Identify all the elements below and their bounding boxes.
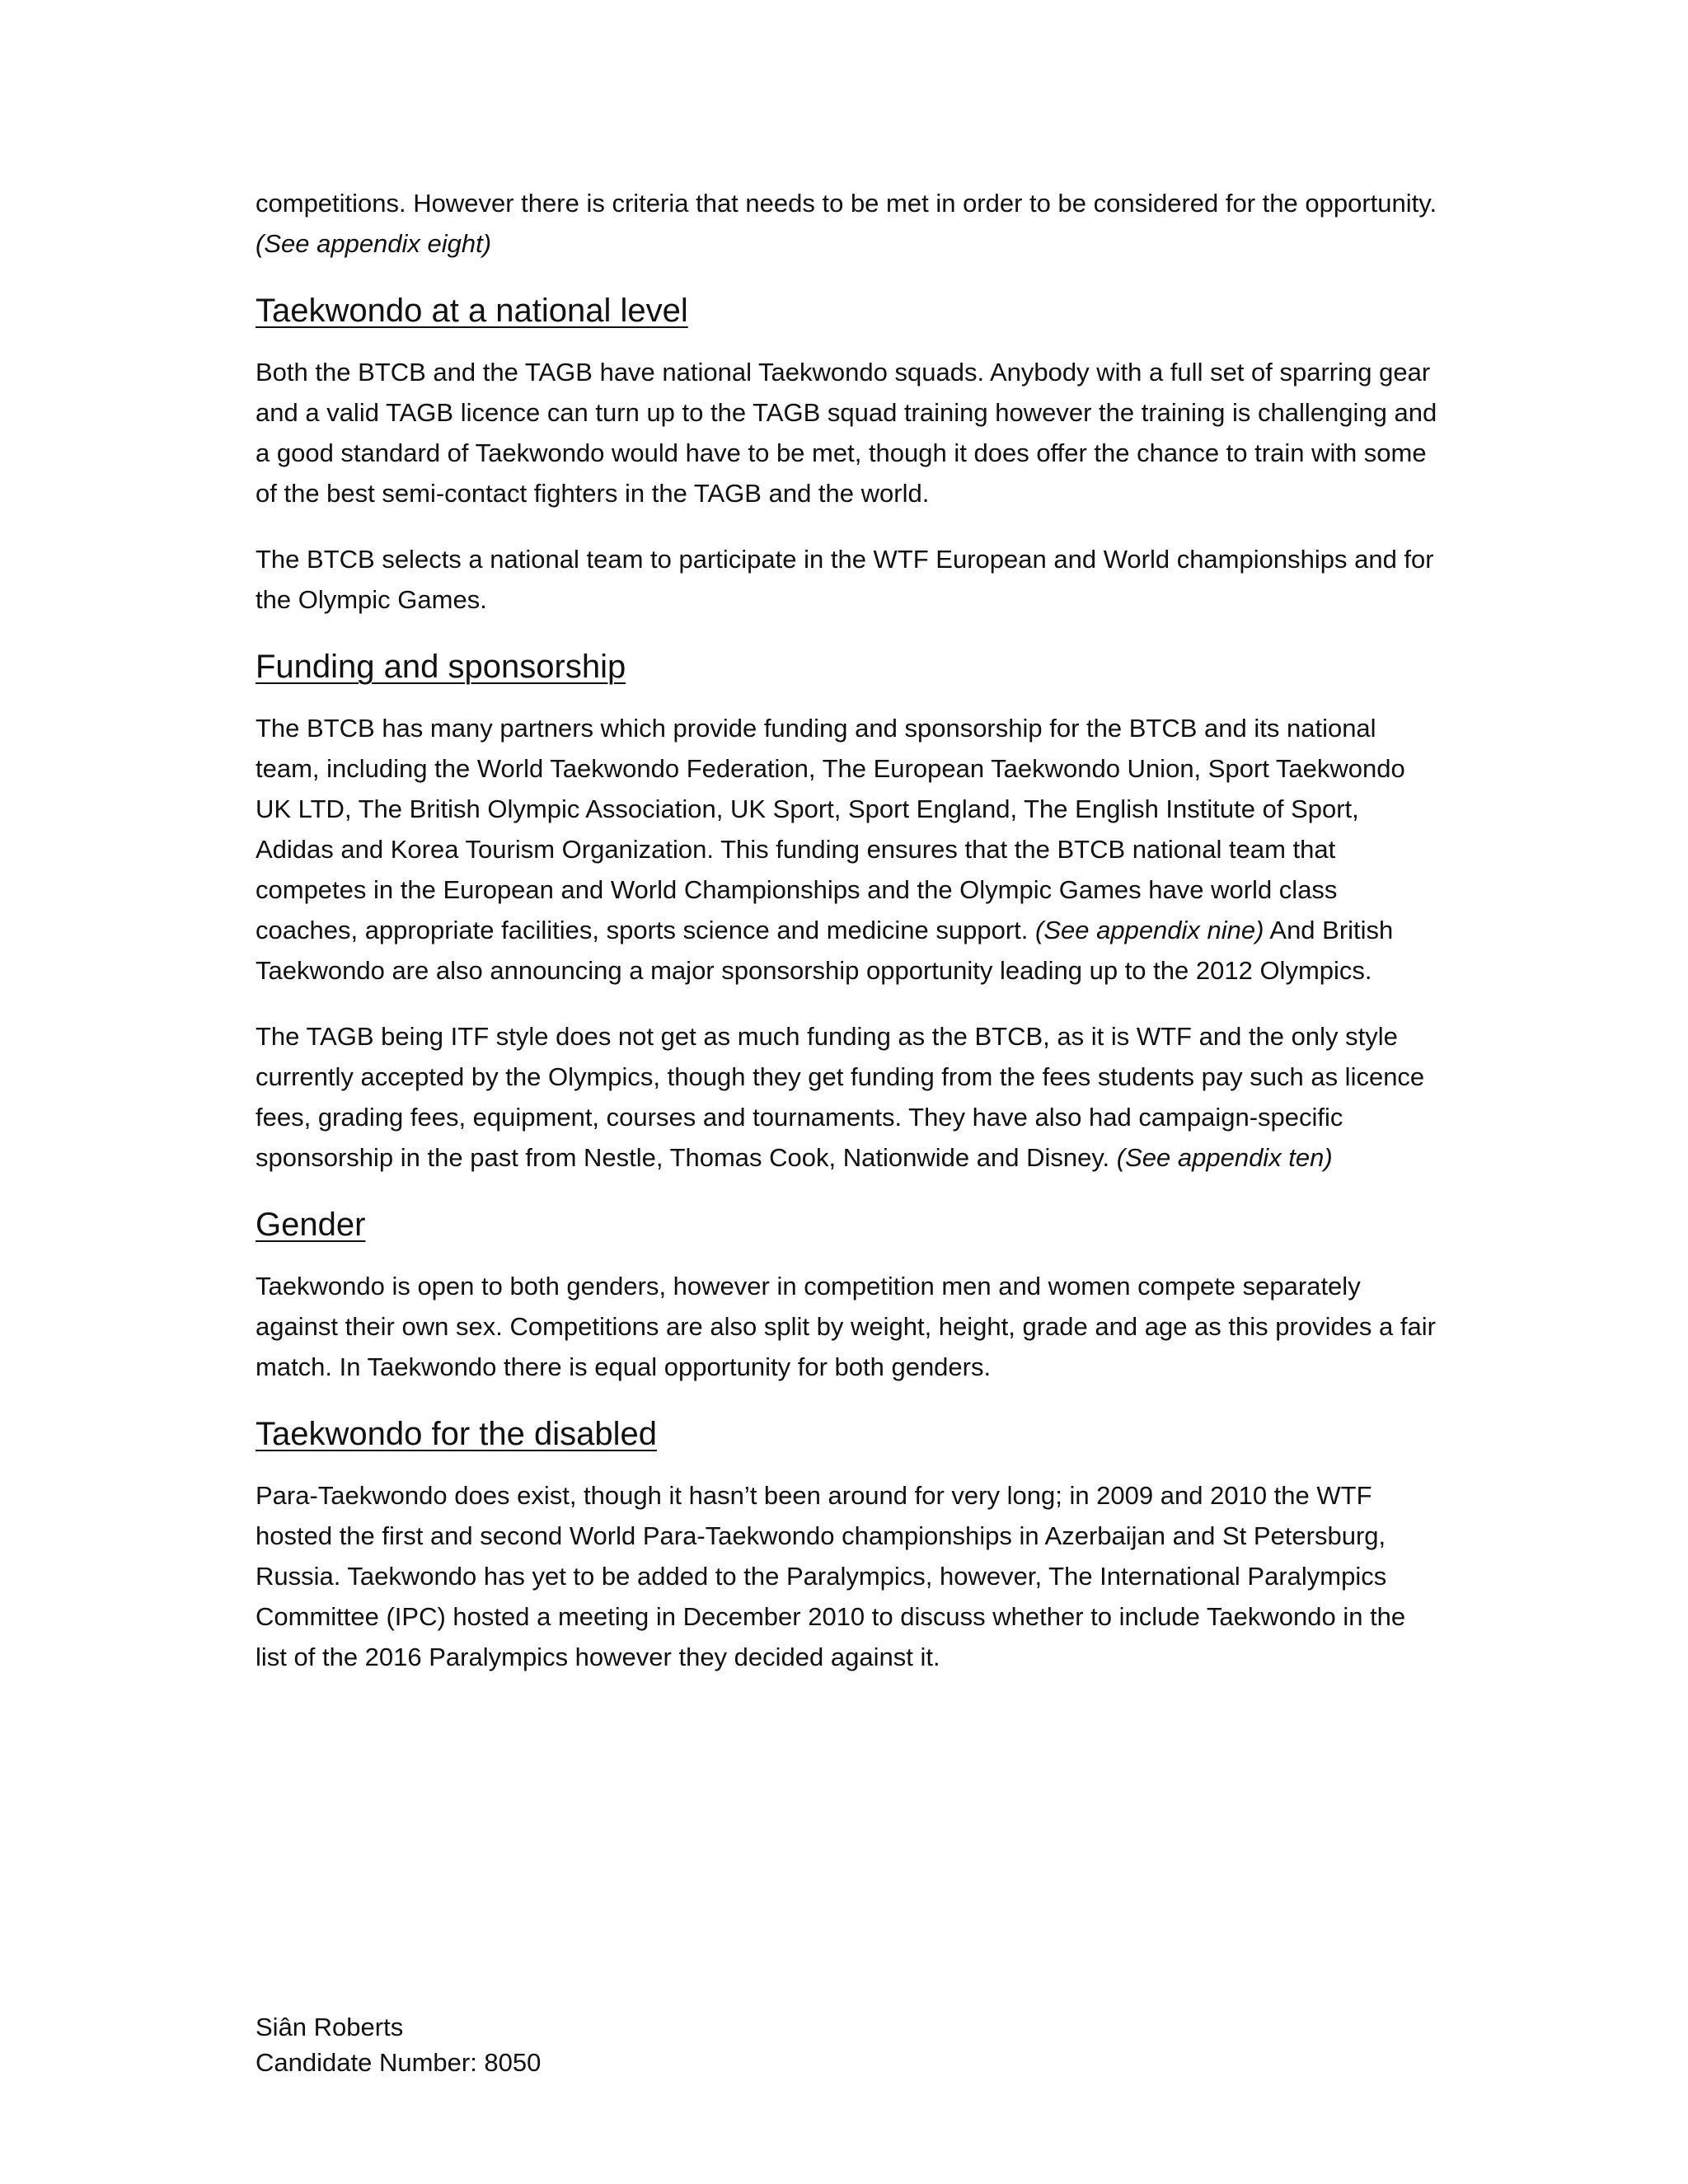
funding-p1-tail: And British Taekwondo are also announcing a major sponsorship opportunity leading up to the 2012 Olympics. [256,916,1394,985]
intro-paragraph [256,183,1442,264]
footer-author: Siân Roberts [256,2013,404,2041]
footer-candidate-number: Candidate Number: 8050 [256,2048,542,2077]
disabled-heading: Taekwondo for the disabled [256,1416,657,1452]
disabled-paragraph: Para-Taekwondo does exist, though it hasn’t been around for very long; in 2009 and 2010 the WTF hosted the first and second World Para-Taekwondo championships in Azerbaijan and St Petersburg, Russia. Taekwondo has yet to be added to the Paralympics, however, The International Paralympics Committee (IPC) hosted a meeting in December 2010 to discuss whether to include Taekwondo in the list of the 2016 Paralympics however they decided against it. [256,1481,1406,1671]
funding-p1-text: The BTCB has many partners which provide funding and sponsorship for the BTCB and its national team, including the World Taekwondo Federation, The European Taekwondo Union, Sport Taekwondo UK LTD, The British Olympic Association, UK Sport, Sport England, The English Institute of Sport, Adidas and Korea Tourism Organization. This funding ensures that the BTCB national team that competes in the European and World Championships and the Olympic Games have world class coaches, appropriate facilities, sports science and medicine support. [256,714,1405,944]
national-paragraph-1: Both the BTCB and the TAGB have national Taekwondo squads. Anybody with a full set of sparring gear and a valid TAGB licence can turn up to the TAGB squad training however the training is challenging and a good standard of Taekwondo would have to be met, though it does offer the chance to train with some of the best semi-contact fighters in the TAGB and the world. [256,358,1437,508]
funding-paragraph-2 [256,1016,1442,1178]
funding-paragraph-1 [256,708,1442,991]
gender-heading: Gender [256,1207,366,1243]
intro-appendix-ref: (See appendix eight) [256,229,492,258]
page-footer [256,2009,541,2080]
funding-p2-text: The TAGB being ITF style does not get as much funding as the BTCB, as it is WTF and the only style currently accepted by the Olympics, though they get funding from the fees students pay such as licence fees, grading fees, equipment, courses and tournaments. They have also had campaign-specific sponsorship in the past from Nestle, Thomas Cook, Nationwide and Disney. [256,1022,1425,1172]
funding-p2-appendix-ref: (See appendix ten) [1116,1143,1333,1172]
funding-heading: Funding and sponsorship [256,649,626,685]
funding-p1-appendix-ref: (See appendix nine) [1035,916,1264,944]
gender-paragraph: Taekwondo is open to both genders, however in competition men and women compete separately against their own sex. Competitions are also split by weight, height, grade and age as this provides a fair match. In Taekwondo there is equal opportunity for both genders. [256,1272,1436,1381]
document-body [256,183,1442,1703]
national-paragraph-2: The BTCB selects a national team to participate in the WTF European and World championships and for the Olympic Games. [256,545,1434,614]
national-level-heading: Taekwondo at a national level [256,293,688,329]
intro-text: competitions. However there is criteria that needs to be met in order to be considered for the opportunity. [256,189,1437,218]
